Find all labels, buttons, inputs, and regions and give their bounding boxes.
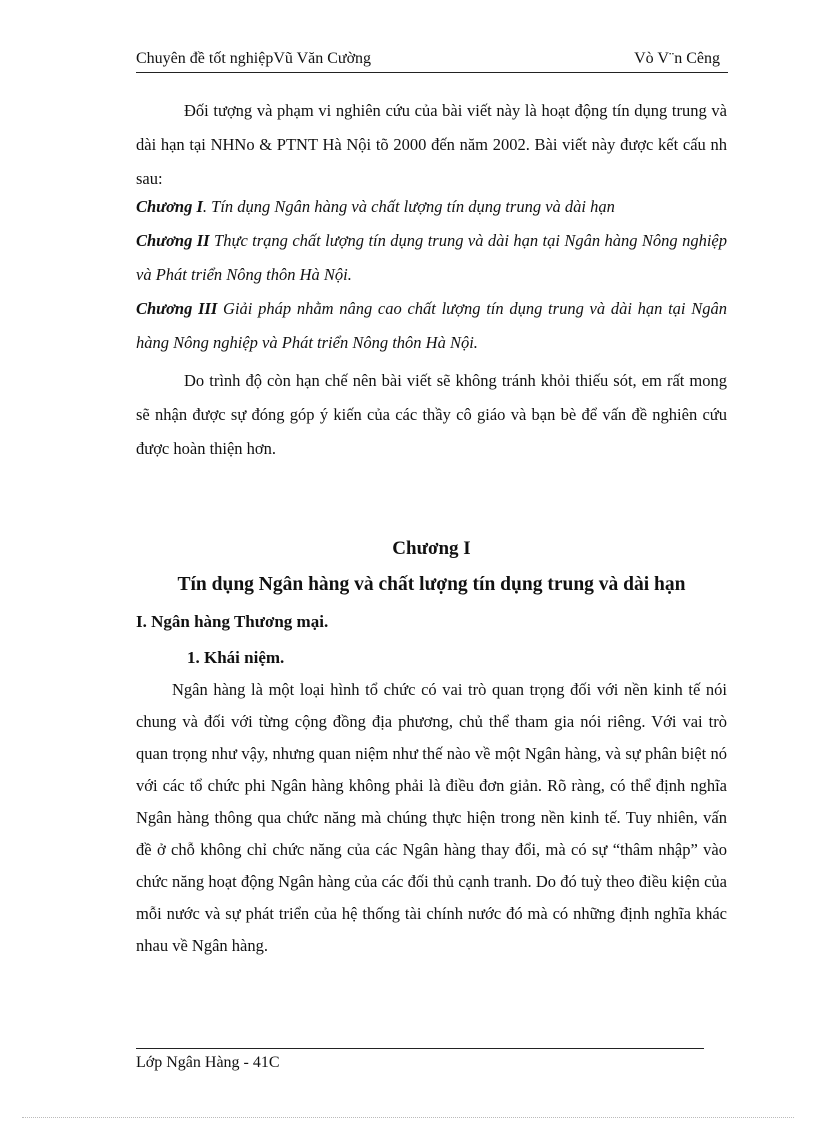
chapter-summary-text: Giải pháp nhằm nâng cao chất lượng tín dụng trung và dài hạn tại Ngân hàng Nông nghiệp và Phát triển Nông thôn Hà Nội.	[136, 299, 727, 352]
closing-paragraph: Do trình độ còn hạn chế nên bài viết sẽ không tránh khỏi thiếu sót, em rất mong sẽ nhận được sự đóng góp ý kiến của các thầy cô giáo và bạn bè để vấn đề nghiên cứu được hoàn thiện hơn.	[136, 371, 727, 458]
subsection-heading: 1. Khái niệm.	[187, 648, 285, 667]
chapter-summary-2	[136, 224, 727, 292]
chapter-summary-label: Chương III	[136, 299, 218, 318]
header-left-text: Chuyên đề tốt nghiệpVũ Văn Cường	[136, 50, 372, 67]
footer-divider	[136, 1048, 704, 1049]
header-right-text: Vò V¨n Cêng	[634, 50, 720, 67]
footer-text: Lớp Ngân Hàng - 41C	[136, 1054, 280, 1071]
chapter-summary-3	[136, 292, 727, 360]
page-edge-dotted-line	[22, 1117, 794, 1118]
intro-paragraph: Đối tượng và phạm vi nghiên cứu của bài viết này là hoạt động tín dụng trung và dài hạn tại NHNo & PTNT Hà Nội tõ 2000 đến năm 2002. Bài viết này được kết cấu nh sau:	[136, 101, 727, 188]
chapter-summary-text: Thực trạng chất lượng tín dụng trung và dài hạn tại Ngân hàng Nông nghiệp và Phát triển Nông thôn Hà Nội.	[136, 231, 727, 284]
definition-paragraph: Ngân hàng là một loại hình tổ chức có vai trò quan trọng đối với nền kinh tế nói chung và đối với từng cộng đồng địa phương, chủ thể tham gia nói riêng. Với vai trò quan trọng như vậy, nhưng quan niệm như thế nào về một Ngân hàng, và sự phân biệt nó với các tổ chức phi Ngân hàng không phải là điều đơn giản. Rõ ràng, có thể định nghĩa Ngân hàng thông qua chức năng mà chúng thực hiện trong nền kinh tế. Tuy nhiên, vấn đề ở chỗ không chỉ chức năng của các Ngân hàng thay đổi, mà có sự “thâm nhập” vào chức năng hoạt động Ngân hàng của các đối thủ cạnh tranh. Do đó tuỳ theo điều kiện của mỗi nước và sự phát triển của hệ thống tài chính nước đó mà có những định nghĩa khác nhau về Ngân hàng.	[136, 680, 727, 955]
section-heading: I. Ngân hàng Thương mại.	[136, 612, 329, 631]
chapter-summary-label: Chương I	[136, 197, 203, 216]
chapter-title-heading: Tín dụng Ngân hàng và chất lượng tín dụng trung và dài hạn	[177, 574, 686, 595]
chapter-summary-label: Chương II	[136, 231, 210, 250]
chapter-summary-text: . Tín dụng Ngân hàng và chất lượng tín dụng trung và dài hạn	[202, 197, 615, 216]
page-header	[136, 48, 728, 73]
chapter-number-heading: Chương I	[392, 538, 471, 559]
chapter-summary-1	[136, 190, 727, 224]
